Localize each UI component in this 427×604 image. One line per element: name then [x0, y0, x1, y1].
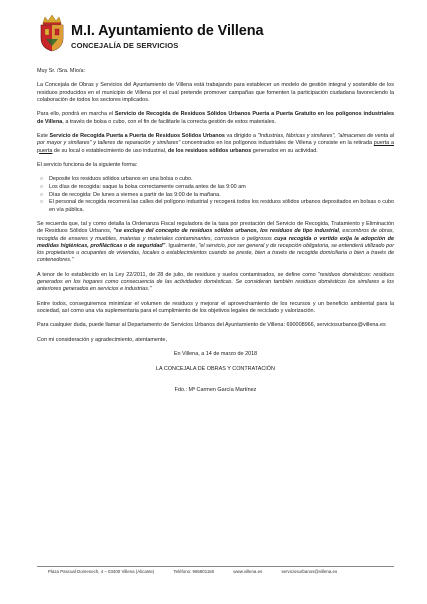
footer-email: serviciosurbanos@villena.es [281, 569, 338, 574]
greeting: Muy Sr. /Sra. Mío/a: [37, 68, 86, 74]
circle-bullet-icon: ○ [40, 176, 44, 183]
service-name-bold: Servicio de Recogida de Residuos Sólidos Urbanos Puerta a Puerta Gratuito en los polígonos industriales de Villena [37, 111, 394, 125]
footer-divider [37, 566, 394, 567]
text-span: Se recuerda que, tal y como detalla la Ordenanza Fiscal reguladora de la tasa por prestación del Servicio de Recogida, Tratamiento y Eliminación de Residuos Sólidos Urbanos, [37, 221, 394, 235]
footer-address: Plaza Pascual Domenech, 4 – 03400 Villena (Alicante) [48, 569, 155, 574]
text-span: A tenor de lo establecido en la Ley 22/2011, de 28 de julio, de residuos y suelos contaminados, se define como [37, 271, 318, 278]
text-span: concentrados en los polígonos industriales de Villena y consiste en la retirada [180, 140, 374, 147]
footer-web: www.villena.es [233, 569, 263, 574]
paragraph-how-it-works: El servicio funciona de la siguiente forma: [37, 162, 138, 168]
text-span: Para ello, pondrá en marcha el [37, 111, 115, 118]
quote-bold-italic: cuya recogida o vertido exija la adopción de medidas higiénicas, profilácticas o de seguridad" [37, 235, 394, 249]
service-name-bold: Servicio de Recogida Puerta a Puerta de Residuos Sólidos Urbanos [49, 133, 225, 140]
waste-bold: de los residuos sólidos urbanos [167, 147, 252, 154]
quote-italic: "el servicio, por ser general y de recepción obligatoria, se entenderá utilizado por los propietarios u ocupantes de viviendas, locales o establecimientos cuando se preste, bien a través de recogida domiciliaria o bien a través de contenedores." [37, 242, 395, 264]
text-span: , a través de bolsa o cubo, con el fin de facilitarle la correcta gestión de estos materiales. [62, 118, 276, 125]
list-item [37, 184, 394, 191]
circle-bullet-icon: ○ [40, 191, 44, 198]
organization-name: M.I. Ayuntamiento de Villena [71, 23, 264, 39]
circle-bullet-icon: ○ [40, 199, 44, 206]
circle-bullet-icon: ○ [40, 184, 44, 191]
coat-of-arms-icon [37, 14, 67, 52]
text-span: de su local o establecimiento de uso industrial, [52, 147, 168, 154]
footer-phone: Teléfono: 965801150 [173, 569, 215, 574]
department-name: CONCEJALÍA DE SERVICIOS [71, 41, 179, 50]
text-span: va dirigido a [224, 133, 258, 140]
paragraph-intro: La Concejala de Obras y Servicios del Ayuntamiento de Villena está trabajando para establecer un modelo de gestión integral y sostenible de los residuos producidos en el municipio de Villena por el cual pretende promover campañas que fomenten la participación ciudadana favoreciendo la colaboración de todos los sectores implicados. [37, 82, 394, 103]
paragraph-scope [37, 133, 394, 155]
list-item-text: Deposite los residuos sólidos urbanos en una bolsa o cubo. [49, 176, 193, 183]
list-item-text: El personal de recogida recorrerá las calles del polígono industrial y recogerá todos los residuos sólidos urbanos depositados en bolsas o cubo en vía pública. [49, 199, 394, 213]
list-item [37, 176, 394, 183]
closing: Con mi consideración y agradecimiento, atentamente, [37, 336, 167, 343]
paragraph-benefits: Entre todos, conseguiremos minimizar el volumen de residuos y mejorar el aprovechamiento de los recursos y un beneficio ambiental para la sociedad, así como una vía suplementaria para el cumplimiento de los objetivos legales de reciclado y valorización. [37, 300, 394, 314]
signatory-office: LA CONCEJALA DE OBRAS Y CONTRATACIÓN [156, 365, 275, 372]
quote-italic: , escombros de obras, recogida de enseres y muebles, materias y materiales contaminantes, corrosivos o peligrosos [37, 228, 394, 242]
footer [48, 569, 393, 574]
letter-body [37, 68, 394, 401]
quote-bold-italic: "se excluye del concepto de residuos sólidos urbanos, los residuos de tipo industrial [113, 228, 339, 235]
list-item-text: Días de recogida: De lunes a viernes a partir de las 9:00 de la mañana. [49, 191, 221, 198]
letterhead [37, 14, 397, 54]
text-span: . Igualmente, [165, 242, 199, 249]
text-span: Este [37, 133, 50, 140]
paragraph-contact: Para cualquier duda, puede llamar al Departamento de Servicios Urbanos del Ayuntamiento de Villena: 690008966, serviciosurbanos@villena.es [37, 322, 386, 329]
signatory-name: Fdo.: Mª Carmen García Martínez [174, 386, 257, 393]
list-item-text: Los días de recogida: saque la bolsa correctamente cerrada antes de las 9:00 am [49, 184, 246, 191]
instructions-list [37, 176, 394, 213]
paragraph-ordinance [37, 221, 394, 265]
list-item [37, 199, 394, 214]
paragraph-law [37, 272, 394, 294]
text-span: generados en su actividad. [251, 147, 318, 154]
target-sectors-italic: "Industrias, fábricas y similares", "almacenes de venta al por mayor y similares" y talleres de reparación y similares" [37, 133, 394, 147]
place-date: En Villena, a 14 de marzo de 2018 [173, 351, 258, 358]
paragraph-service [37, 111, 394, 126]
door-to-door-underlined: puerta a puerta [37, 140, 395, 154]
quote-italic: "residuos domésticos: residuos generados en los hogares como consecuencia de las actividades domésticas. Se consideran también residuos domésticos los similares a los anteriores generados en servicios e industrias." [37, 271, 394, 293]
list-item [37, 192, 394, 199]
